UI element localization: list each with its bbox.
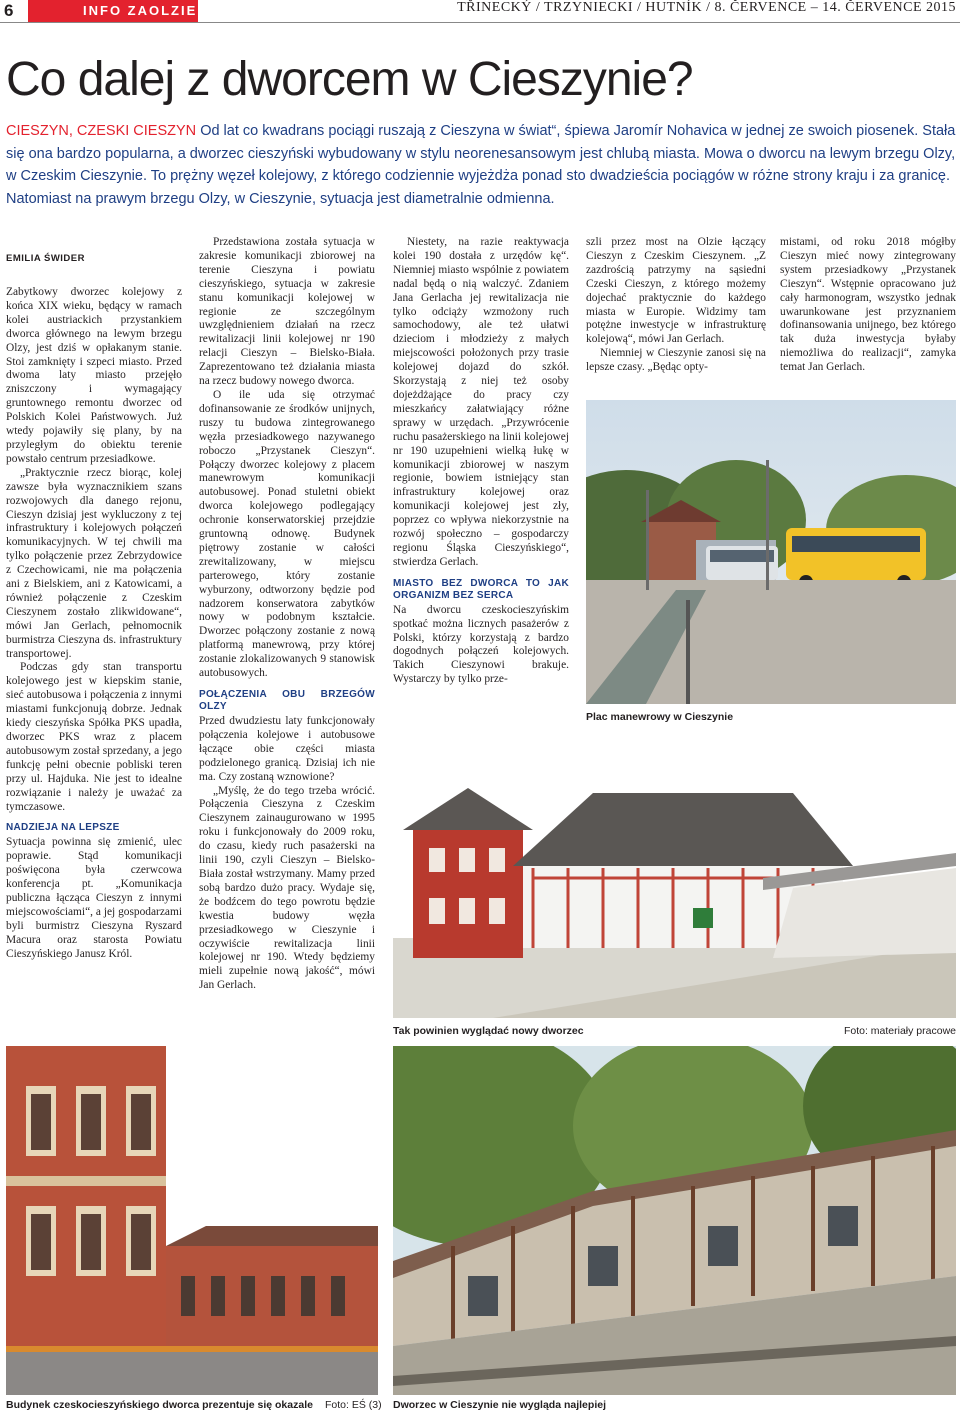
article-lead	[6, 120, 956, 210]
lead-location: CIESZYN, CZESKI CIESZYN	[6, 123, 197, 139]
plac-photo-illustration	[586, 400, 956, 704]
paragraph: „Praktycznie rzecz biorąc, kolej zawsze była wyznacznikiem szans rozwojowych dla danego rejonu, Cieszyn dzisiaj jest wykluczony z tej infrastruktury i kolejowych połączeń komunikacyjnych. W tej chwili ma tylko połączenie przez Zebrzydowice z Czechowicami, nie ma połączenia ani z Bielskiem, ani z Katowicami, a również połączenie z Czeskim Cieszynem zostało zlikwidowane“, mówi Jan Gerlach, pełnomocnik burmistrza Cieszyna ds. infrastruktury transportowej.	[6, 466, 182, 660]
page-number: 6	[4, 1, 14, 20]
paragraph: Zabytkowy dworzec kolejowy z końca XIX wieku, będący w ramach kolei austriackich przystankiem dworca głównego na lewym brzegu Olzy, jest dziś w opłakanym stanie. Stoi zamknięty i szpeci miasto. Przed dwoma laty miasto przejęło zniszczony i wymagający gruntownego remontu dworzec od Polskich Kolei Państwowych. Już wtedy pojawiły się plany, by na przyległym do obiektu terenie powstało centrum przesiadkowe.	[6, 286, 182, 465]
column-1	[6, 245, 182, 962]
czech-station-illustration	[6, 1046, 378, 1395]
subheading: NADZIEJA NA LEPSZE	[6, 822, 120, 834]
paragraph: O ile uda się otrzymać dofinansowanie ze środków unijnych, ruszy tu budowa zintegrowanego węzła przesiadkowego nazywanego roboczo „Przystanek Cieszyn“. Połączy dworzec kolejowy z placem manewrowym komunikacji autobusowej. Ponad stuletni obiekt dworca kolejowego podlegający ochronie konserwatorskiej przejdzie gruntowną odnowę. Budynek piętrowy zostanie w całości zrewitalizowany, w miejscu parterowego, który zostanie wyburzony, odtworzony będzie pod nadzorem konserwatora zabytków nowy w podobnym kształcie. Dworzec połączony zostanie z nową platformą manewrową, przy której zostanie zlokalizowanych 9 stanowisk autobusowych.	[199, 388, 375, 680]
paragraph: mistami, od roku 2018 mógłby Cieszyn mieć nowy zintegrowany system przesiadkowy „Przystanek Cieszyn“. Wstępnie opracowano już cały harmonogram, wszystko jednak uwarunkowane jest przyznaniem dofinansowania unijnego, bez którego tak duża inwestycja byłaby niemożliwa do realizacji“, zamyka temat Jan Gerlach.	[780, 236, 956, 374]
column-2	[199, 236, 375, 993]
column-5	[780, 236, 956, 375]
paragraph: Przed dwudziestu laty funkcjonowały połączenia kolejowe i autobusowe łączące obie części miasta podzielonego granicą. Dzisiaj ich nie ma. Czy zostaną wznowione?	[199, 715, 375, 783]
caption-czech-station: Budynek czeskocieszyńskiego dworca prezentuje się okazale	[6, 1399, 313, 1411]
caption-plac: Plac manewrowy w Cieszynie	[586, 711, 734, 723]
credit-render: Foto: materiały pracowe	[843, 1025, 956, 1037]
paragraph: Niestety, na razie reaktywacja kolei 190 dostała z urzędów kę“. Niemniej miasto wspólnie z powiatem nadal będą o nią walczyć. Zdaniem Jana Gerlacha jej rewitalizacja nie tylko odciąży wzmożony ruch samochodowy, ale też ułatwi dzieciom i młodzieży z małych miejscowości położonych przy trasie kolejowej dojazd do szkół. Skorzystają z niej też osoby dojeżdżające do pracy czy mieszkańcy załatwiający różne sprawy w urzędach. „Przywrócenie ruchu pasażerskiego na linii kolejowej nr 190 uzupełnieni wielką łukę w komunikacji zbiorowej w naszym regionie, bowiem istniejący stan infrastruktury kolejowej oraz komunikacji kolejowej jest zły, poprzez co wpływa niekorzystnie na rozwój społeczno – gospodarczy regionu Śląska Cieszyńskiego“, stwierdza Gerlach.	[393, 236, 569, 568]
old-station-illustration	[393, 1046, 956, 1395]
credit-czech-station: Foto: EŚ (3)	[325, 1399, 382, 1411]
paragraph: Podczas gdy stan transportu kolejowego jest w kiepskim stanie, sieć autobusowa i połączenia z innymi miastami funkcjonują dobrze. Jednak kiedy cieszyńska Spółka PKS upadła, dworzec PKS wraz z placem autobusowym został sprzedany, a jego funkcję pełni obecnie pobliski teren przy ul. Hajduka. Nie jest to idealne rozwiązanie i należy je uważać za tymczasowe.	[6, 661, 182, 813]
subheading: POŁĄCZENIA OBU BRZEGÓW OLZY	[199, 689, 375, 712]
paragraph: Sytuacja powinna się zmienić, ulec poprawie. Stąd komunikacji poświęcona była czerwcowa konferencja pt. „Komunikacja publiczna łącząca Cieszyn z innymi miejscowościami“, a jej gospodarzami byli burmistrz Cieszyna Ryszard Macura oraz starosta Powiatu Cieszyńskiego Janusz Król.	[6, 836, 182, 960]
photo-czech-station	[6, 1046, 378, 1395]
column-4	[586, 236, 766, 375]
paragraph: Niemniej w Cieszynie zanosi się na lepsze czasy. „Będąc opty-	[586, 347, 766, 374]
subheading: MIASTO BEZ DWORCA TO JAK ORGANIZM BEZ SERCA	[393, 577, 569, 601]
paragraph: szli przez most na Olzie łączący Cieszyn z Czeskim Cieszynem. „Z zazdrością patrzymy na sąsiedni Czeski Cieszyn, z którego możemy dojechać praktycznie do każdego miasta w Europie. Widzimy tam potężne inwestycje w infrastrukturę kolejową“, mówi Jan Gerlach.	[586, 236, 766, 346]
paragraph: Przedstawiona została sytuacja w zakresie komunikacji zbiorowej na terenie Cieszyna i powiatu cieszyńskiego, sytuacja w zakresie stanu komunikacji kolejowej w regionie ze szczególnym uwzględnieniem działań na rzecz rewitalizacji linii kolejowej nr 190 relacji Cieszyn – Bielsko-Biała. Zaprezentowano też działania miasta na rzecz budowy nowego dworca.	[199, 236, 375, 388]
author-byline: EMILIA ŚWIDER	[6, 253, 85, 264]
publication-line: TŘINECKÝ / TRZYNIECKI / HUTNÍK / 8. ČERVENCE – 14. ČERVENCE 2015	[457, 0, 956, 15]
caption-old-station: Dworzec w Cieszynie nie wygląda najlepiej	[393, 1399, 606, 1411]
paragraph: Na dworcu czeskocieszyńskim spotkać można licznych pasażerów z Polski, którzy korzystają z bardzo dogodnych połączeń kolejowych. Takich Cieszynowi brakuje. Wystarczy by tylko prze-	[393, 603, 569, 686]
photo-render-new-station	[393, 768, 956, 1018]
column-3	[393, 236, 569, 687]
section-label: INFO ZAOLZIE	[28, 0, 198, 22]
header-rule	[0, 22, 960, 23]
photo-old-station	[393, 1046, 956, 1395]
caption-render: Tak powinien wyglądać nowy dworzec	[393, 1025, 584, 1037]
render-illustration	[393, 768, 956, 1018]
paragraph: „Myślę, że do tego trzeba wrócić. Połączenia Cieszyna z Czeskim Cieszynem zainaugurowano w 1995 roku i funkcjonowały do 2009 roku, do czasu, kiedy ruch pasażerski na linii 190, czyli Cieszyn – Bielsko-Biała został wstrzymany. Mamy przed sobą bardzo dużo pracy. Wydaje się, że bodźcem do tego powrotu będzie kwestia budowy węzła przesiadkowego w Cieszynie i oczywiście rewitalizacja linii kolejowej nr 190. Wtedy będziemy mieli zupełnie nową jakość“, mówi Jan Gerlach.	[199, 784, 375, 992]
lead-text: Od lat co kwadrans pociągi ruszają z Cieszyna w świat“, śpiewa Jaromír Nohavica w jednej ze swoich piosenek. Stała się ona bardzo popularna, a dworzec cieszyński wybudowany w stylu neorenesansowym jest chlubą miasta. Mowa o dworcu na lewym brzegu Olzy, w Czeskim Cieszynie. To prężny węzeł kolejowy, z którego codziennie wyjeżdża ponad sto dwadzieścia pociągów w różne strony kraju i za granicę. Natomiast na prawym brzegu Olzy, w Cieszynie, sytuacja jest diametralnie odmienna.	[6, 123, 956, 207]
article-title: Co dalej z dworcem w Cieszynie?	[6, 53, 693, 106]
photo-plac-manewrowy	[586, 400, 956, 704]
